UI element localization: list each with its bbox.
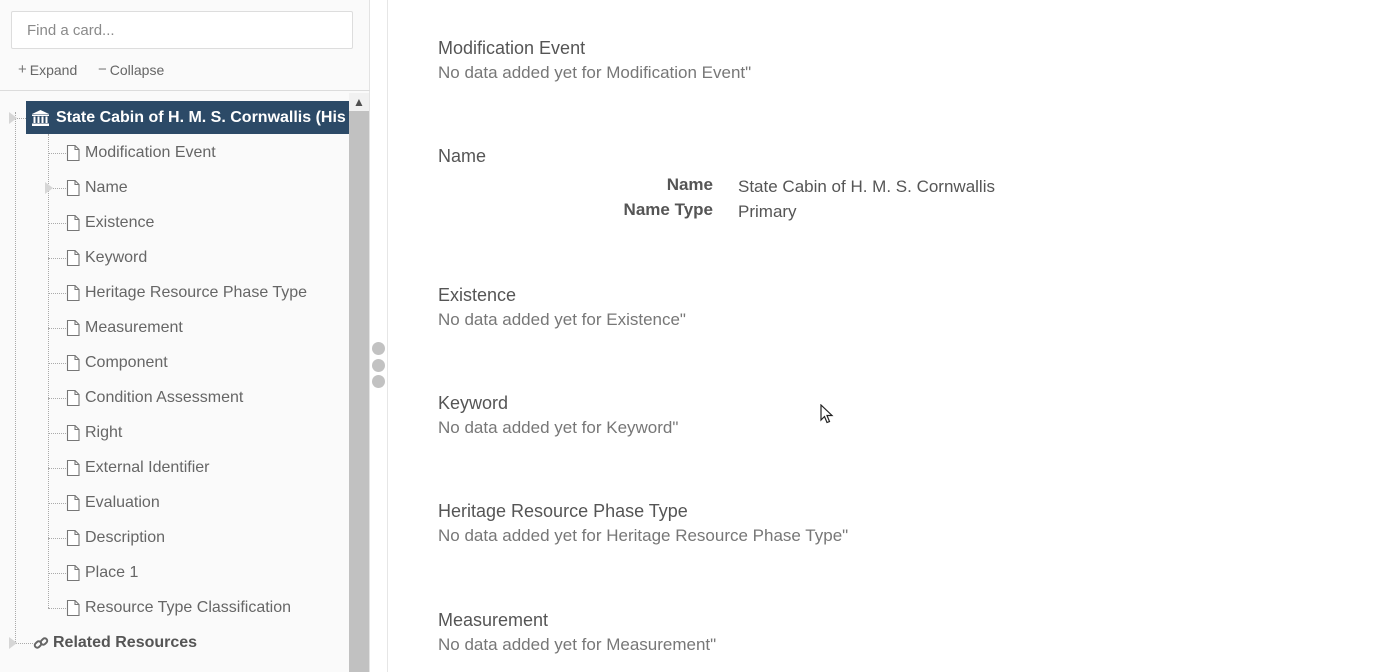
card-title: Name <box>438 146 487 166</box>
tree-item-label: Existence <box>85 214 155 231</box>
tree-item-label: Condition Assessment <box>85 389 244 406</box>
tree-item[interactable] <box>66 351 168 375</box>
related-resources-label: Related Resources <box>53 634 198 651</box>
tree-guide-line <box>48 468 66 469</box>
tree-item-label: Resource Type Classification <box>85 599 292 616</box>
card-empty-text: No data added yet for Measurement" <box>438 635 717 654</box>
card-empty-text: No data added yet for Existence" <box>438 310 686 329</box>
tree-item[interactable] <box>66 456 210 480</box>
tree-item-label: Place 1 <box>85 564 139 581</box>
tree-item-label: Evaluation <box>85 494 160 511</box>
card-empty-text: No data added yet for Modification Event" <box>438 63 752 82</box>
file-icon <box>66 600 80 616</box>
tree-item-label: Name <box>85 179 128 196</box>
related-expander-icon[interactable] <box>9 637 17 649</box>
tree-item-label: Description <box>85 529 166 546</box>
institution-icon <box>32 110 49 126</box>
card-tree-sidebar <box>0 0 370 672</box>
file-icon <box>66 425 80 441</box>
expand-label: Expand <box>29 61 78 78</box>
tree-root-node[interactable] <box>26 101 349 134</box>
link-icon <box>33 635 49 651</box>
card-title: Measurement <box>438 610 549 630</box>
file-icon <box>66 495 80 511</box>
tree-item[interactable] <box>66 316 183 340</box>
card-title: Existence <box>438 285 517 305</box>
scroll-up-arrow-icon[interactable]: ▲ <box>353 95 365 109</box>
tree-item[interactable] <box>66 526 165 550</box>
tree-guide-line <box>15 643 33 644</box>
tree-item-label: External Identifier <box>85 459 210 476</box>
tree-item[interactable] <box>66 141 216 165</box>
file-icon <box>66 320 80 336</box>
tree-guide-line <box>48 293 66 294</box>
plus-icon: + <box>18 61 27 78</box>
tree-item-label: Right <box>85 424 123 441</box>
search-wrap <box>11 11 353 49</box>
field-label: Name Type <box>623 200 713 219</box>
card-empty-text: No data added yet for Heritage Resource Phase Type" <box>438 526 849 545</box>
card-title: Modification Event <box>438 38 586 58</box>
scrollbar-thumb[interactable] <box>349 111 369 672</box>
file-icon <box>66 355 80 371</box>
field-label: Name <box>666 175 713 194</box>
file-icon <box>66 530 80 546</box>
splitter-grip-icon[interactable] <box>372 359 385 372</box>
splitter-grip-icon[interactable] <box>372 342 385 355</box>
splitter-grip-icon[interactable] <box>372 375 385 388</box>
tree-item-label: Keyword <box>85 249 148 266</box>
mouse-cursor-icon <box>820 404 834 429</box>
tree-item[interactable] <box>66 281 307 305</box>
collapse-all-button[interactable] <box>98 61 164 78</box>
tree-item[interactable] <box>66 596 291 620</box>
divider <box>0 90 370 91</box>
tree-item-label: Heritage Resource Phase Type <box>85 284 308 301</box>
tree-item[interactable] <box>66 561 138 585</box>
tree-related-resources[interactable] <box>33 631 197 655</box>
tree-guide-line <box>48 398 66 399</box>
file-icon <box>66 390 80 406</box>
field-value: Primary <box>738 202 797 221</box>
panel-splitter[interactable] <box>370 0 388 672</box>
card-title: Keyword <box>438 393 509 413</box>
tree-item[interactable] <box>66 176 128 200</box>
tree-guide-line <box>48 433 66 434</box>
root-expander-icon[interactable] <box>9 112 17 124</box>
report-main-panel <box>388 0 1388 672</box>
card-title: Heritage Resource Phase Type <box>438 501 688 521</box>
tree-scrollbar[interactable] <box>349 93 369 672</box>
file-icon <box>66 460 80 476</box>
tree-item-label: Modification Event <box>85 144 216 161</box>
tree-guide-line <box>48 328 66 329</box>
file-icon <box>66 215 80 231</box>
tree-item[interactable] <box>66 491 160 515</box>
file-icon <box>66 250 80 266</box>
tree-guide-line <box>15 112 16 644</box>
tree-guide-line <box>48 134 49 608</box>
tree-item[interactable] <box>66 386 243 410</box>
tree-item-label: Measurement <box>85 319 183 336</box>
minus-icon: − <box>98 61 107 78</box>
tree-guide-line <box>48 503 66 504</box>
tree-item[interactable] <box>66 421 122 445</box>
name-expander-icon[interactable] <box>45 182 53 194</box>
expand-all-button[interactable] <box>18 61 77 78</box>
file-icon <box>66 180 80 196</box>
tree-guide-line <box>48 258 66 259</box>
tree-item-label: Component <box>85 354 168 371</box>
file-icon <box>66 285 80 301</box>
file-icon <box>66 145 80 161</box>
tree-guide-line <box>48 573 66 574</box>
card-empty-text: No data added yet for Keyword" <box>438 418 679 437</box>
tree-item[interactable] <box>66 246 147 270</box>
tree-guide-line <box>48 608 66 609</box>
tree-guide-line <box>48 223 66 224</box>
tree-root-label: State Cabin of H. M. S. Cornwallis (His <box>56 108 346 126</box>
file-icon <box>66 565 80 581</box>
collapse-label: Collapse <box>109 61 165 78</box>
search-input[interactable] <box>11 11 353 49</box>
field-value: State Cabin of H. M. S. Cornwallis <box>738 177 995 196</box>
tree-guide-line <box>48 538 66 539</box>
tree-guide-line <box>48 363 66 364</box>
tree-guide-line <box>48 153 66 154</box>
tree-item[interactable] <box>66 211 154 235</box>
